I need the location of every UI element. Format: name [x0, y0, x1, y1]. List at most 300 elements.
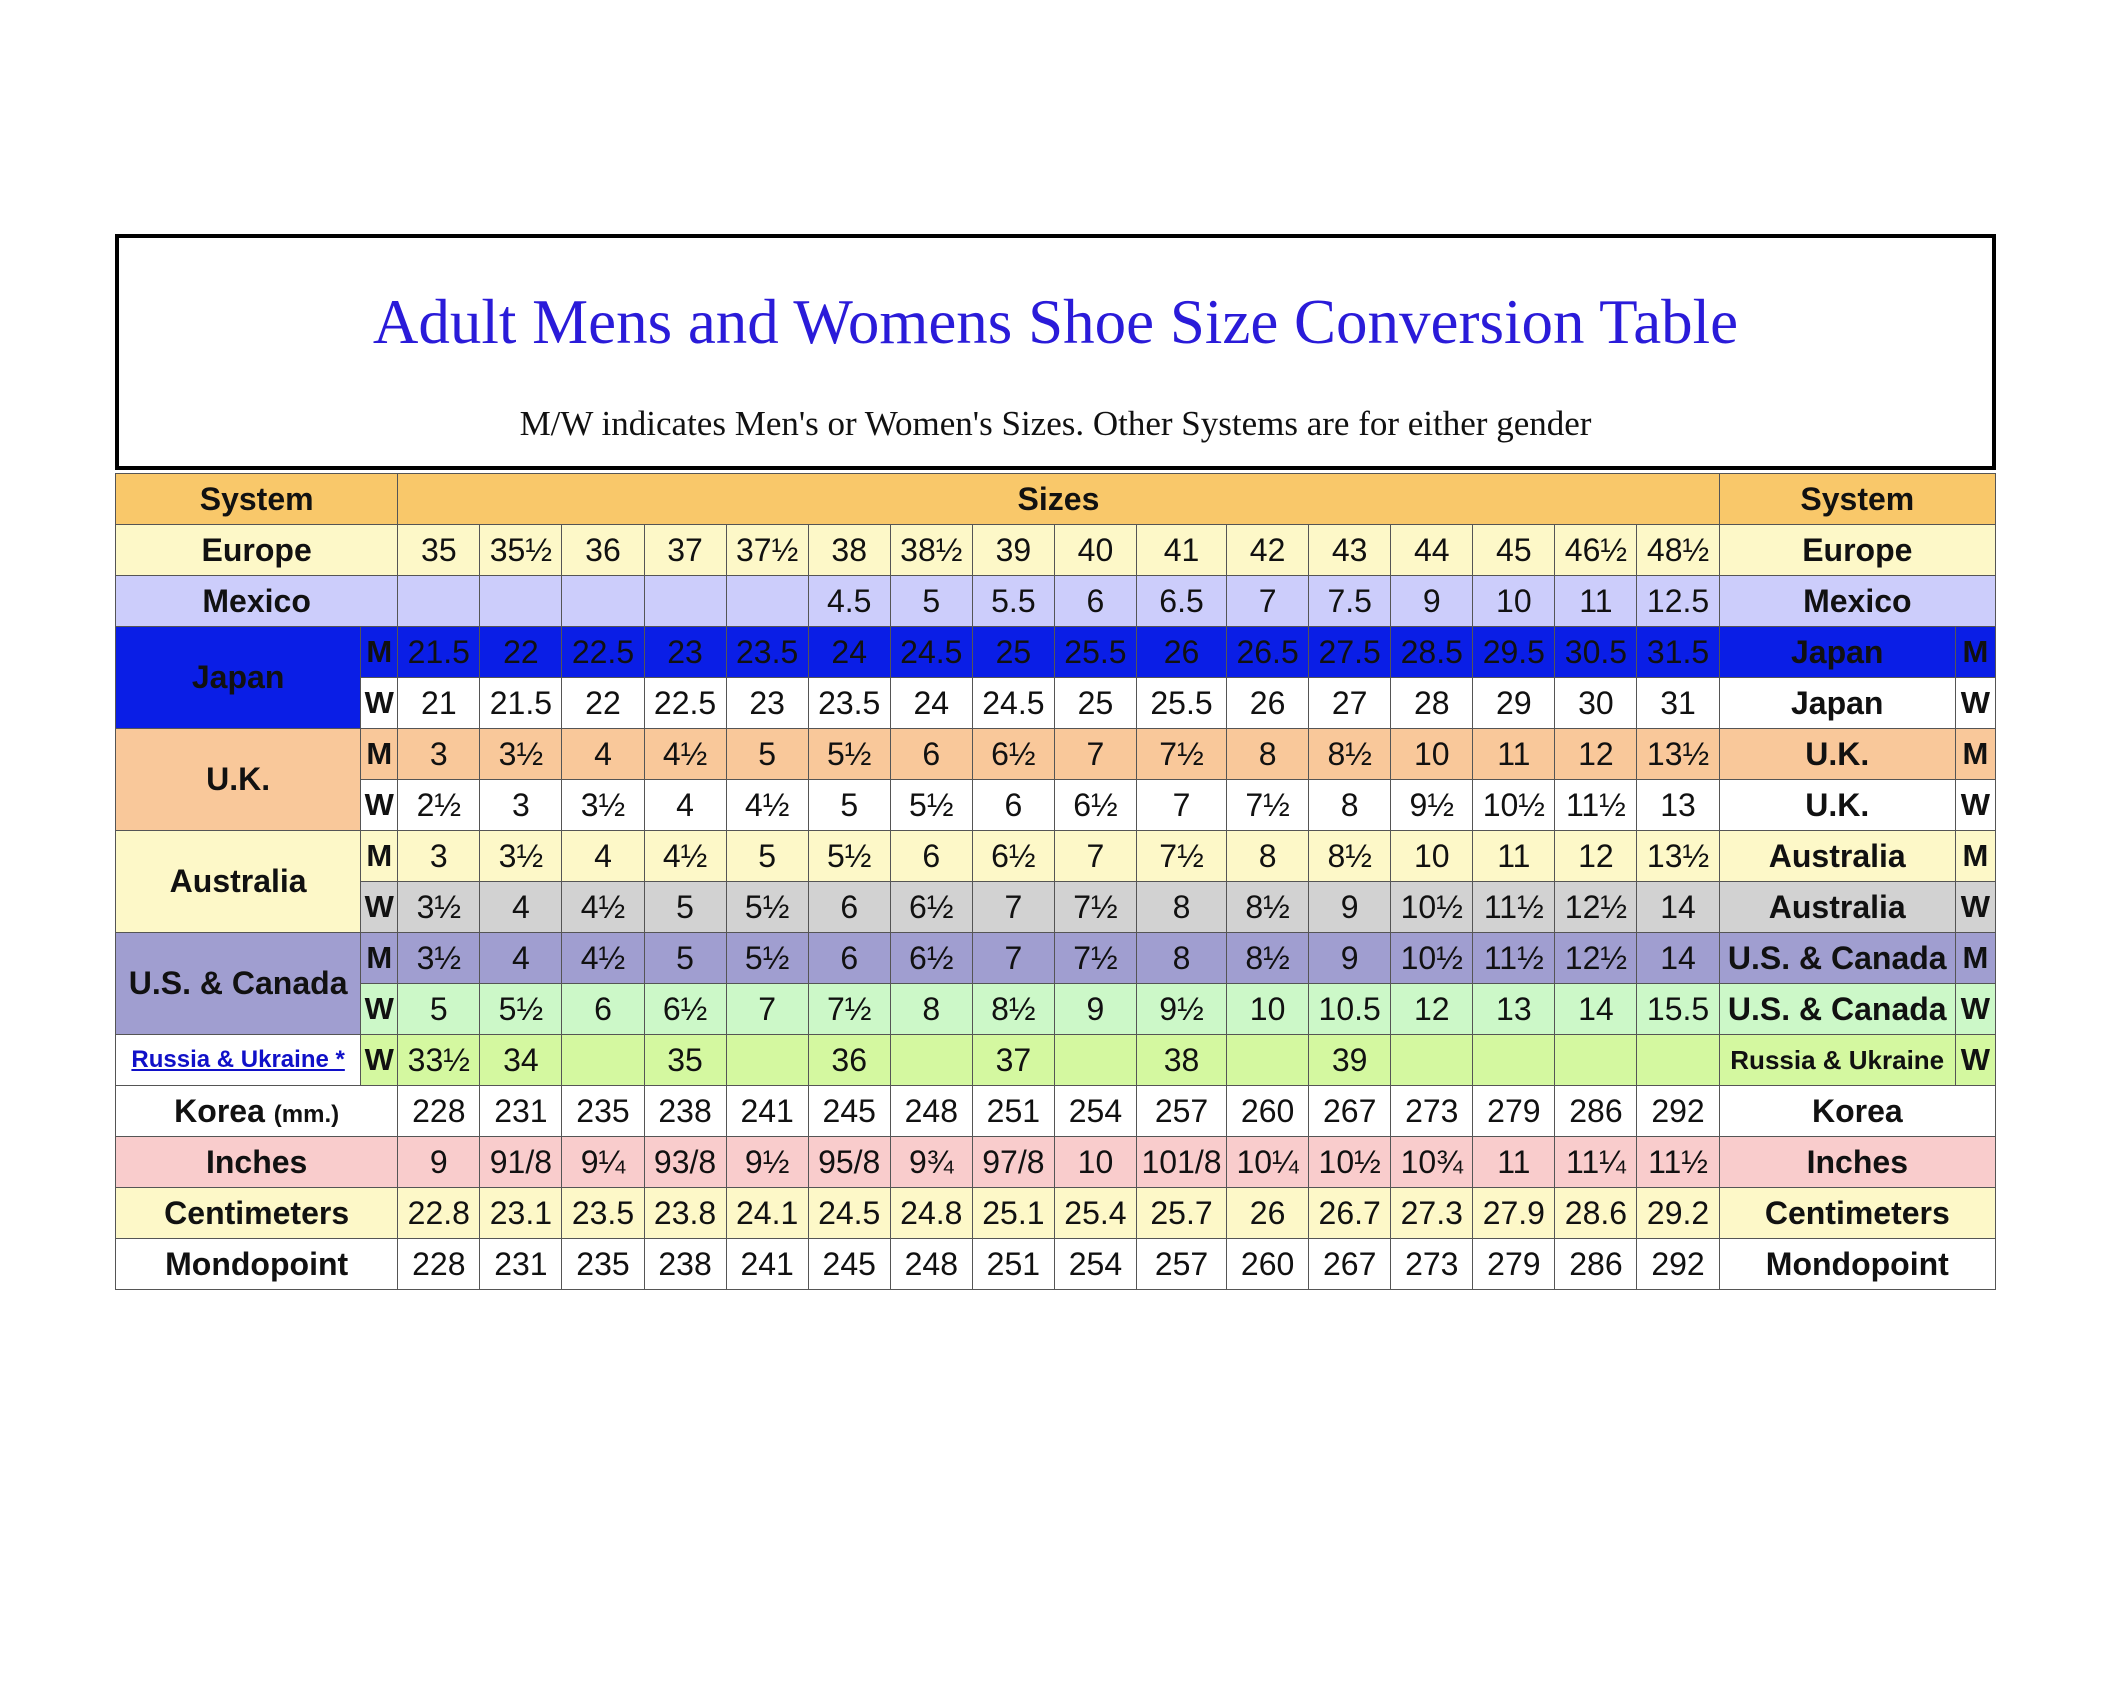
- size-cell: 9: [398, 1137, 480, 1188]
- system-label-right: Japan: [1719, 627, 1955, 678]
- gender-flag: M: [361, 831, 398, 882]
- gender-flag-right: M: [1955, 933, 1995, 984]
- size-cell: 279: [1473, 1239, 1555, 1290]
- size-cell: 26: [1136, 627, 1226, 678]
- size-cell: 34: [480, 1035, 562, 1086]
- korea-unit: (mm.): [273, 1100, 340, 1128]
- size-cell: 42: [1227, 525, 1309, 576]
- size-cell: [1637, 1035, 1719, 1086]
- system-label: Europe: [116, 525, 398, 576]
- system-label: [116, 1086, 398, 1137]
- size-cell: 5: [808, 780, 890, 831]
- size-cell: 26.5: [1227, 627, 1309, 678]
- size-cell: 26.7: [1309, 1188, 1391, 1239]
- size-cell: 13: [1473, 984, 1555, 1035]
- size-conversion-table: [115, 473, 1996, 1290]
- size-cell: 7: [1054, 729, 1136, 780]
- system-label-right: Inches: [1719, 1137, 1995, 1188]
- size-cell: 286: [1555, 1086, 1637, 1137]
- size-cell: 26: [1227, 678, 1309, 729]
- size-cell: 6½: [972, 729, 1054, 780]
- size-cell: 5½: [726, 933, 808, 984]
- size-cell: 3½: [398, 882, 480, 933]
- size-cell: 9¼: [562, 1137, 644, 1188]
- size-cell: [1227, 1035, 1309, 1086]
- size-cell: 22.8: [398, 1188, 480, 1239]
- size-cell: 91/8: [480, 1137, 562, 1188]
- size-cell: 10¼: [1227, 1137, 1309, 1188]
- size-cell: 27.3: [1391, 1188, 1473, 1239]
- size-cell: 2½: [398, 780, 480, 831]
- size-cell: 21.5: [480, 678, 562, 729]
- size-cell: 30.5: [1555, 627, 1637, 678]
- size-cell: 9½: [726, 1137, 808, 1188]
- size-cell: 6: [972, 780, 1054, 831]
- system-label-right: Korea: [1719, 1086, 1995, 1137]
- size-cell: 11½: [1637, 1137, 1719, 1188]
- size-cell: 24.5: [972, 678, 1054, 729]
- gender-flag-right: W: [1955, 678, 1995, 729]
- size-cell: 5: [398, 984, 480, 1035]
- table-row: [116, 1188, 1996, 1239]
- page-subtitle: M/W indicates Men's or Women's Sizes. Other Systems are for either gender: [519, 404, 1592, 443]
- size-cell: 35: [398, 525, 480, 576]
- size-cell: 39: [972, 525, 1054, 576]
- size-cell: 33½: [398, 1035, 480, 1086]
- size-cell: 4.5: [808, 576, 890, 627]
- size-cell: 14: [1555, 984, 1637, 1035]
- system-label: Mondopoint: [116, 1239, 398, 1290]
- size-cell: 31: [1637, 678, 1719, 729]
- size-cell: 9: [1391, 576, 1473, 627]
- size-cell: 24.8: [890, 1188, 972, 1239]
- system-label-right: Russia & Ukraine: [1719, 1035, 1955, 1086]
- size-cell: 9½: [1391, 780, 1473, 831]
- size-cell: 14: [1637, 933, 1719, 984]
- table-row: [116, 984, 1996, 1035]
- size-cell: [398, 576, 480, 627]
- system-label: Japan: [116, 627, 361, 729]
- size-cell: 5½: [726, 882, 808, 933]
- size-cell: 5: [890, 576, 972, 627]
- size-cell: 7: [972, 882, 1054, 933]
- size-cell: 24: [890, 678, 972, 729]
- system-label: Mexico: [116, 576, 398, 627]
- size-cell: 6½: [972, 831, 1054, 882]
- system-label-right: Europe: [1719, 525, 1995, 576]
- size-cell: 11: [1555, 576, 1637, 627]
- size-cell: 35: [644, 1035, 726, 1086]
- size-cell: 292: [1637, 1239, 1719, 1290]
- size-cell: 7½: [1136, 831, 1226, 882]
- system-label-right: Mondopoint: [1719, 1239, 1995, 1290]
- size-cell: 5½: [890, 780, 972, 831]
- size-cell: 23.5: [562, 1188, 644, 1239]
- size-cell: 13½: [1637, 729, 1719, 780]
- size-cell: 7½: [1136, 729, 1226, 780]
- size-cell: 3½: [480, 831, 562, 882]
- size-cell: 4: [562, 729, 644, 780]
- size-cell: 23: [644, 627, 726, 678]
- table-row: [116, 1035, 1996, 1086]
- size-cell: 241: [726, 1086, 808, 1137]
- size-cell: 238: [644, 1239, 726, 1290]
- system-label: U.S. & Canada: [116, 933, 361, 1035]
- size-cell: 8: [1136, 933, 1226, 984]
- gender-flag: M: [361, 933, 398, 984]
- size-cell: 5: [726, 831, 808, 882]
- size-cell: [726, 576, 808, 627]
- size-cell: 228: [398, 1086, 480, 1137]
- size-cell: 10: [1227, 984, 1309, 1035]
- size-cell: 6.5: [1136, 576, 1226, 627]
- size-cell: 12½: [1555, 933, 1637, 984]
- size-cell: 25.4: [1054, 1188, 1136, 1239]
- size-cell: 25: [1054, 678, 1136, 729]
- size-cell: 21: [398, 678, 480, 729]
- size-cell: 4: [562, 831, 644, 882]
- size-cell: 24.5: [890, 627, 972, 678]
- size-cell: 10½: [1391, 882, 1473, 933]
- size-cell: 5: [644, 882, 726, 933]
- gender-flag-right: W: [1955, 882, 1995, 933]
- system-label: Australia: [116, 831, 361, 933]
- size-cell: 10½: [1391, 933, 1473, 984]
- size-cell: 35½: [480, 525, 562, 576]
- size-cell: 43: [1309, 525, 1391, 576]
- size-cell: 45: [1473, 525, 1555, 576]
- size-cell: 29.2: [1637, 1188, 1719, 1239]
- size-cell: 37: [972, 1035, 1054, 1086]
- table-row: [116, 1137, 1996, 1188]
- size-cell: 29: [1473, 678, 1555, 729]
- size-cell: 11½: [1555, 780, 1637, 831]
- size-cell: 22.5: [562, 627, 644, 678]
- size-cell: 4½: [644, 831, 726, 882]
- gender-flag-right: M: [1955, 627, 1995, 678]
- size-cell: 10: [1391, 831, 1473, 882]
- size-cell: 7½: [1227, 780, 1309, 831]
- size-cell: 24.5: [808, 1188, 890, 1239]
- size-cell: 11½: [1473, 882, 1555, 933]
- size-cell: 7: [972, 933, 1054, 984]
- size-cell: 36: [562, 525, 644, 576]
- size-cell: 5½: [480, 984, 562, 1035]
- size-cell: 40: [1054, 525, 1136, 576]
- russia-ukraine-link[interactable]: Russia & Ukraine *: [116, 1035, 361, 1086]
- size-cell: [726, 1035, 808, 1086]
- system-label-right: U.S. & Canada: [1719, 933, 1955, 984]
- system-header-left: System: [116, 474, 398, 525]
- size-cell: 6½: [1054, 780, 1136, 831]
- size-cell: 5: [644, 933, 726, 984]
- size-cell: 4: [644, 780, 726, 831]
- size-cell: 7½: [808, 984, 890, 1035]
- size-cell: 9: [1309, 882, 1391, 933]
- size-cell: 41: [1136, 525, 1226, 576]
- table-row: [116, 1086, 1996, 1137]
- size-cell: 4½: [562, 933, 644, 984]
- size-cell: 267: [1309, 1086, 1391, 1137]
- gender-flag: W: [361, 1035, 398, 1086]
- size-cell: 260: [1227, 1086, 1309, 1137]
- size-cell: 44: [1391, 525, 1473, 576]
- size-cell: 238: [644, 1086, 726, 1137]
- size-cell: 46½: [1555, 525, 1637, 576]
- size-cell: 38½: [890, 525, 972, 576]
- size-cell: 3: [480, 780, 562, 831]
- size-cell: [1473, 1035, 1555, 1086]
- gender-flag-right: M: [1955, 831, 1995, 882]
- size-cell: 9½: [1136, 984, 1226, 1035]
- size-cell: 28.5: [1391, 627, 1473, 678]
- size-cell: 23: [726, 678, 808, 729]
- size-cell: 27.9: [1473, 1188, 1555, 1239]
- system-label-right: Japan: [1719, 678, 1955, 729]
- size-cell: 4½: [644, 729, 726, 780]
- gender-flag: W: [361, 780, 398, 831]
- size-cell: 14: [1637, 882, 1719, 933]
- size-cell: 37: [644, 525, 726, 576]
- size-cell: 3½: [480, 729, 562, 780]
- size-cell: 28.6: [1555, 1188, 1637, 1239]
- size-cell: 7½: [1054, 882, 1136, 933]
- size-cell: 4½: [562, 882, 644, 933]
- size-cell: 8: [890, 984, 972, 1035]
- size-cell: [480, 576, 562, 627]
- size-cell: 22: [480, 627, 562, 678]
- size-cell: 257: [1136, 1239, 1226, 1290]
- size-cell: 101/8: [1136, 1137, 1226, 1188]
- size-cell: 11½: [1473, 933, 1555, 984]
- size-cell: 3: [398, 831, 480, 882]
- size-cell: 5.5: [972, 576, 1054, 627]
- size-cell: 6: [808, 882, 890, 933]
- size-cell: 10½: [1473, 780, 1555, 831]
- size-cell: 23.5: [808, 678, 890, 729]
- size-cell: 8½: [972, 984, 1054, 1035]
- system-label-right: Centimeters: [1719, 1188, 1995, 1239]
- size-cell: 5½: [808, 729, 890, 780]
- page-title: Adult Mens and Womens Shoe Size Conversion Table: [372, 287, 1739, 357]
- size-cell: 12: [1391, 984, 1473, 1035]
- system-label-right: Mexico: [1719, 576, 1995, 627]
- size-cell: 11: [1473, 1137, 1555, 1188]
- header-row: [116, 474, 1996, 525]
- size-cell: 7: [1136, 780, 1226, 831]
- size-cell: 254: [1054, 1086, 1136, 1137]
- system-label-right: Australia: [1719, 882, 1955, 933]
- size-cell: 228: [398, 1239, 480, 1290]
- system-label-right: U.S. & Canada: [1719, 984, 1955, 1035]
- table-row: [116, 882, 1996, 933]
- size-cell: 260: [1227, 1239, 1309, 1290]
- size-cell: 235: [562, 1239, 644, 1290]
- size-cell: [1555, 1035, 1637, 1086]
- size-cell: 23.5: [726, 627, 808, 678]
- sizes-header: Sizes: [398, 474, 1719, 525]
- size-cell: 292: [1637, 1086, 1719, 1137]
- size-cell: 25.1: [972, 1188, 1054, 1239]
- size-cell: 231: [480, 1239, 562, 1290]
- table-row: [116, 780, 1996, 831]
- table-row: [116, 627, 1996, 678]
- size-cell: 8: [1227, 831, 1309, 882]
- size-cell: 9¾: [890, 1137, 972, 1188]
- system-label-right: U.K.: [1719, 780, 1955, 831]
- size-cell: 245: [808, 1086, 890, 1137]
- size-cell: [562, 576, 644, 627]
- size-cell: 12: [1555, 729, 1637, 780]
- table-row: [116, 678, 1996, 729]
- size-cell: 10½: [1309, 1137, 1391, 1188]
- size-cell: 28: [1391, 678, 1473, 729]
- size-cell: 38: [1136, 1035, 1226, 1086]
- size-cell: 12.5: [1637, 576, 1719, 627]
- size-cell: 36: [808, 1035, 890, 1086]
- size-cell: 257: [1136, 1086, 1226, 1137]
- size-cell: 248: [890, 1239, 972, 1290]
- size-cell: 273: [1391, 1239, 1473, 1290]
- size-cell: 6: [890, 831, 972, 882]
- size-cell: 4½: [726, 780, 808, 831]
- gender-flag: W: [361, 678, 398, 729]
- size-cell: 5: [726, 729, 808, 780]
- size-cell: 10: [1391, 729, 1473, 780]
- size-cell: 39: [1309, 1035, 1391, 1086]
- size-cell: 25.7: [1136, 1188, 1226, 1239]
- size-cell: 286: [1555, 1239, 1637, 1290]
- korea-label: Korea: [174, 1092, 265, 1129]
- size-cell: 248: [890, 1086, 972, 1137]
- size-cell: 37½: [726, 525, 808, 576]
- size-cell: 9: [1054, 984, 1136, 1035]
- gender-flag: M: [361, 627, 398, 678]
- table-row: [116, 1239, 1996, 1290]
- table-row: [116, 729, 1996, 780]
- size-cell: 7: [1227, 576, 1309, 627]
- size-cell: 7.5: [1309, 576, 1391, 627]
- size-cell: 38: [808, 525, 890, 576]
- size-cell: 30: [1555, 678, 1637, 729]
- size-cell: 8½: [1309, 729, 1391, 780]
- size-cell: 279: [1473, 1086, 1555, 1137]
- system-header-right: System: [1719, 474, 1995, 525]
- size-cell: 3: [398, 729, 480, 780]
- gender-flag-right: W: [1955, 780, 1995, 831]
- size-cell: 23.1: [480, 1188, 562, 1239]
- size-cell: [1054, 1035, 1136, 1086]
- gender-flag: W: [361, 882, 398, 933]
- size-cell: 25.5: [1054, 627, 1136, 678]
- size-cell: 7: [1054, 831, 1136, 882]
- size-cell: 3½: [398, 933, 480, 984]
- size-cell: 13: [1637, 780, 1719, 831]
- size-cell: 10¾: [1391, 1137, 1473, 1188]
- size-cell: [562, 1035, 644, 1086]
- size-cell: 26: [1227, 1188, 1309, 1239]
- size-cell: 8½: [1227, 933, 1309, 984]
- size-cell: 231: [480, 1086, 562, 1137]
- size-cell: 11: [1473, 831, 1555, 882]
- size-cell: 267: [1309, 1239, 1391, 1290]
- size-cell: 97/8: [972, 1137, 1054, 1188]
- size-cell: 31.5: [1637, 627, 1719, 678]
- size-cell: 254: [1054, 1239, 1136, 1290]
- size-cell: 6: [890, 729, 972, 780]
- gender-flag: W: [361, 984, 398, 1035]
- size-cell: 235: [562, 1086, 644, 1137]
- gender-flag-right: W: [1955, 1035, 1995, 1086]
- size-cell: 6: [808, 933, 890, 984]
- size-cell: 21.5: [398, 627, 480, 678]
- size-cell: 7: [726, 984, 808, 1035]
- gender-flag-right: M: [1955, 729, 1995, 780]
- size-cell: 10: [1473, 576, 1555, 627]
- size-cell: 13½: [1637, 831, 1719, 882]
- system-label-right: U.K.: [1719, 729, 1955, 780]
- size-cell: 22: [562, 678, 644, 729]
- system-label: Centimeters: [116, 1188, 398, 1239]
- size-cell: [1391, 1035, 1473, 1086]
- system-label: U.K.: [116, 729, 361, 831]
- size-cell: 5½: [808, 831, 890, 882]
- size-cell: 8: [1309, 780, 1391, 831]
- size-cell: 93/8: [644, 1137, 726, 1188]
- size-cell: 15.5: [1637, 984, 1719, 1035]
- size-cell: 24.1: [726, 1188, 808, 1239]
- size-cell: 6: [562, 984, 644, 1035]
- gender-flag-right: W: [1955, 984, 1995, 1035]
- size-cell: 6½: [644, 984, 726, 1035]
- size-cell: 11¼: [1555, 1137, 1637, 1188]
- size-cell: 12: [1555, 831, 1637, 882]
- size-cell: 48½: [1637, 525, 1719, 576]
- size-cell: 273: [1391, 1086, 1473, 1137]
- table-row: [116, 576, 1996, 627]
- size-cell: 29.5: [1473, 627, 1555, 678]
- size-cell: 8: [1227, 729, 1309, 780]
- size-cell: 95/8: [808, 1137, 890, 1188]
- size-cell: 3½: [562, 780, 644, 831]
- system-label-right: Australia: [1719, 831, 1955, 882]
- size-cell: 24: [808, 627, 890, 678]
- size-cell: 8½: [1309, 831, 1391, 882]
- size-cell: 10: [1054, 1137, 1136, 1188]
- size-cell: 6: [1054, 576, 1136, 627]
- title-box: [115, 234, 1996, 470]
- size-cell: [890, 1035, 972, 1086]
- size-cell: 27: [1309, 678, 1391, 729]
- gender-flag: M: [361, 729, 398, 780]
- system-label: Inches: [116, 1137, 398, 1188]
- size-cell: 251: [972, 1086, 1054, 1137]
- size-cell: 27.5: [1309, 627, 1391, 678]
- size-cell: 10.5: [1309, 984, 1391, 1035]
- size-cell: 11: [1473, 729, 1555, 780]
- table-row: [116, 831, 1996, 882]
- size-cell: 6½: [890, 882, 972, 933]
- size-cell: 4: [480, 882, 562, 933]
- size-cell: 25: [972, 627, 1054, 678]
- size-cell: 6½: [890, 933, 972, 984]
- size-cell: [644, 576, 726, 627]
- size-cell: 8½: [1227, 882, 1309, 933]
- size-cell: 22.5: [644, 678, 726, 729]
- table-row: [116, 933, 1996, 984]
- size-cell: 8: [1136, 882, 1226, 933]
- size-cell: 12½: [1555, 882, 1637, 933]
